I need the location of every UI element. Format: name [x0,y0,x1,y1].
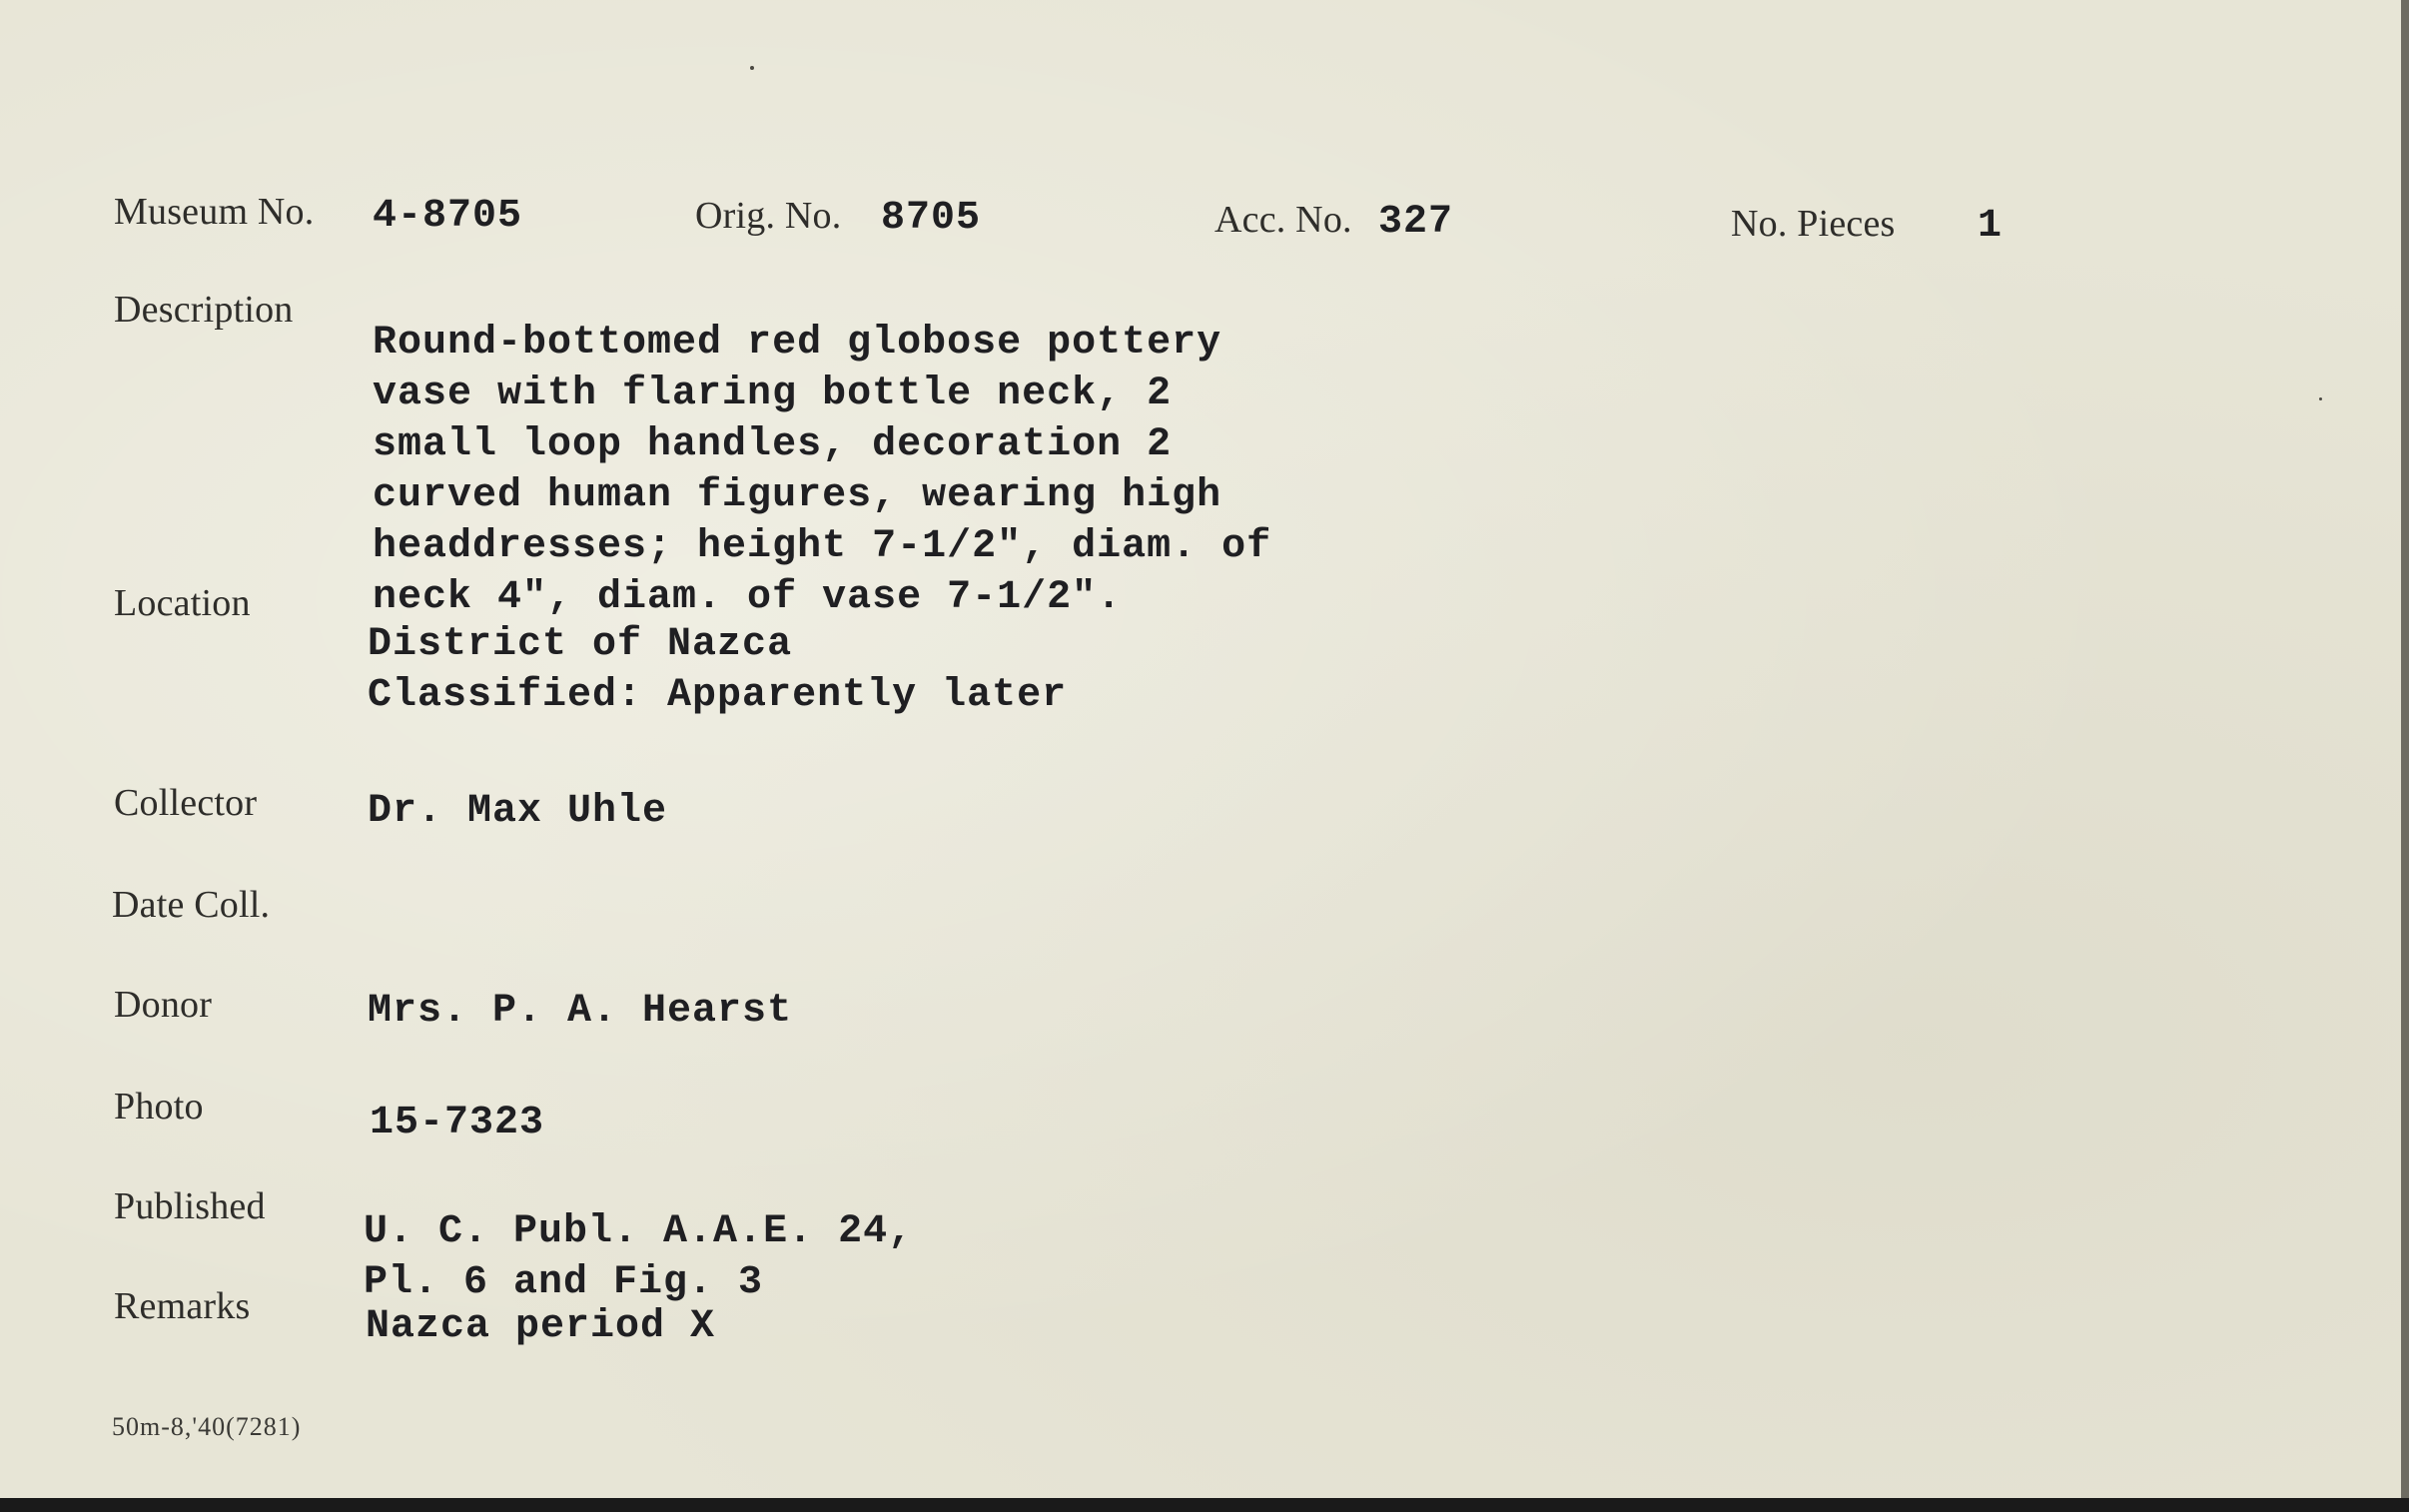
acc-no-label: Acc. No. [1214,199,1352,241]
description-line: vase with flaring bottle neck, 2 [373,372,1173,416]
published-label: Published [114,1185,266,1227]
remarks-label: Remarks [114,1285,251,1327]
donor-value: Mrs. P. A. Hearst [368,989,793,1034]
location-line: Classified: Apparently later [368,673,1068,718]
description-text [373,318,1271,623]
ink-speck [750,66,754,70]
published-text [364,1206,913,1308]
description-line: curved human figures, wearing high [373,473,1222,518]
published-line: U. C. Publ. A.A.E. 24, [364,1209,914,1254]
description-line: small loop handles, decoration 2 [373,422,1173,467]
photo-value: 15-7323 [370,1101,545,1145]
no-pieces-value: 1 [1978,204,2004,249]
location-label: Location [114,582,251,624]
orig-no-value: 8705 [881,196,982,241]
museum-no-label: Museum No. [114,191,315,233]
photo-label: Photo [114,1086,204,1128]
form-code: 50m-8,'40(7281) [112,1412,302,1441]
published-line: Pl. 6 and Fig. 3 [364,1260,764,1305]
remarks-value: Nazca period X [366,1304,716,1349]
collector-label: Collector [114,782,258,824]
date-coll-label: Date Coll. [112,884,271,926]
location-text [368,619,1067,721]
description-line: Round-bottomed red globose pottery [373,321,1222,366]
no-pieces-label: No. Pieces [1731,203,1896,245]
location-line: District of Nazca [368,622,793,667]
donor-label: Donor [114,984,213,1026]
orig-no-label: Orig. No. [695,195,842,237]
description-line: neck 4", diam. of vase 7-1/2". [373,575,1123,620]
acc-no-value: 327 [1378,200,1454,245]
museum-no-value: 4-8705 [373,194,523,239]
description-line: headdresses; height 7-1/2", diam. of [373,524,1272,569]
ink-speck [2319,397,2322,400]
description-label: Description [114,289,294,331]
collector-value: Dr. Max Uhle [368,789,668,834]
